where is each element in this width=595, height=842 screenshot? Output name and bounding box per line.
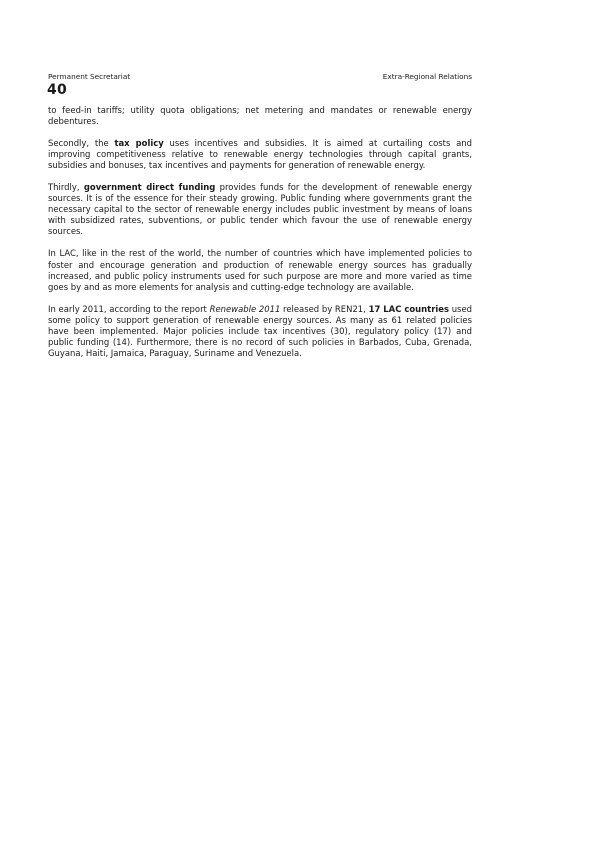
text-segment: released by REN21, (280, 303, 369, 314)
report-title: Renewable 2011 (209, 303, 281, 314)
header-organization: Permanent Secretariat (48, 72, 131, 81)
paragraph-government-direct-funding (48, 182, 472, 237)
paragraph-feed-in-tariffs (48, 105, 472, 127)
page-header (48, 71, 472, 83)
paragraph-lac-policies (48, 248, 472, 292)
text-segment: uses incentives and subsidies. It is aimed at curtailing costs and improving competitiveness relative to renewable energy technologies through capital grants, subsidies and bonuses, tax incentives and payments for generation of renewable energy. (48, 138, 472, 171)
text-segment: In LAC, like in the rest of the world, the number of countries which have implemented policies to foster and encourage generation and production of renewable energy sources has gradually increased, and public policy instruments used for such purpose are more and more varied as time goes by and as more elements for analysis and cutting-edge technology are available. (48, 248, 472, 292)
text-segment: provides funds for the development of renewable energy sources. It is of the essence for their steady growing. Public funding where governments grant the necessary capital to the sector of renewable energy includes public investment by means of loans with subsidized rates, subventions, or public tender which favour the use of renewable energy sources. (48, 182, 473, 237)
page-number: 40 (47, 82, 67, 98)
bold-term-17-lac-countries: 17 LAC countries (368, 303, 449, 314)
text-segment: Secondly, the (48, 138, 115, 149)
text-segment: In early 2011, according to the report (48, 303, 210, 314)
bold-term-government-direct-funding: government direct funding (83, 182, 216, 193)
paragraph-tax-policy (48, 138, 472, 171)
body-text (48, 105, 472, 370)
bold-term-tax-policy: tax policy (114, 138, 164, 149)
header-section: Extra-Regional Relations (382, 72, 472, 81)
text-segment: to feed-in tariffs; utility quota obligations; net metering and mandates or renewable energy debentures. (48, 105, 472, 127)
text-segment: used some policy to support generation of renewable energy sources. As many as 61 related policies have been implemented. Major policies include tax incentives (30), regulatory policy (17) and public funding (14). Furthermore, there is no record of such policies in Barbados, Cuba, Grenada, Guyana, Haiti, Jamaica, Paraguay, Suriname and Venezuela. (48, 303, 473, 358)
text-segment: Thirdly, (48, 182, 84, 193)
paragraph-ren21-report (48, 304, 472, 359)
